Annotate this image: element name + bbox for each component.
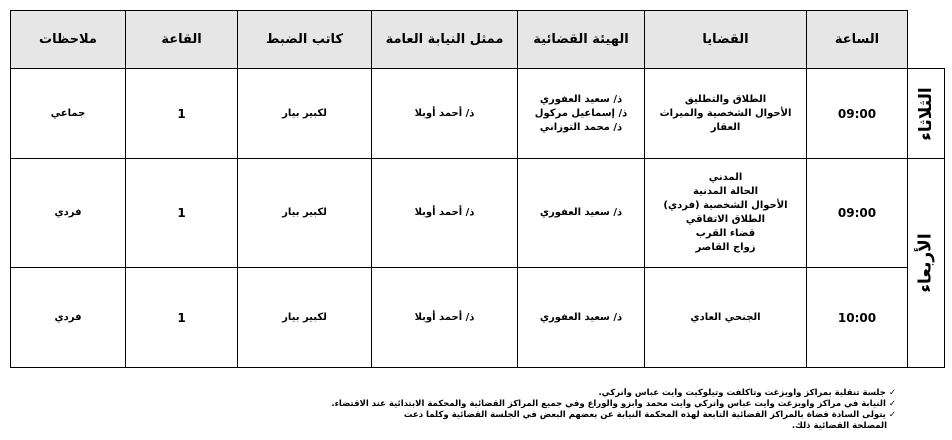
grid-line [371, 10, 372, 368]
check-icon: ✓ [888, 399, 896, 409]
row1-panel-judge-2: ذ/ إسماعيل مركول [534, 107, 628, 119]
row2-panel [518, 159, 644, 267]
row2-time-value: 09:00 [837, 206, 877, 220]
header-notes [11, 11, 125, 68]
row1-time [807, 69, 907, 158]
row3-prosecution [372, 268, 517, 367]
row3-time-value: 10:00 [837, 310, 877, 325]
grid-line [944, 68, 945, 368]
header-panel-label: الهيئة القضائية [533, 32, 629, 47]
grid-line [10, 158, 945, 159]
header-prosecution [372, 11, 517, 68]
row3-room-value: 1 [177, 310, 186, 325]
row3-notes-value: فردي [54, 311, 82, 323]
row3-panel-judge-1: ذ/ سعيد العفوري [539, 311, 623, 323]
footnote-3 [8, 410, 896, 421]
row2-case-3: الأحوال الشخصية (فردي) [663, 200, 788, 211]
grid-line [10, 10, 11, 368]
row2-case-5: قضاء القرب [695, 228, 756, 239]
row2-case-1: المدني [708, 172, 743, 183]
row3-clerk [238, 268, 371, 367]
footnotes [8, 388, 896, 432]
row1-time-value: 09:00 [837, 106, 877, 121]
grid-line [10, 10, 908, 11]
row3-cases [645, 268, 806, 367]
row2-time [807, 159, 907, 267]
row1-prosecution [372, 69, 517, 158]
row3-panel [518, 268, 644, 367]
footnote-3-continued [8, 421, 896, 432]
row3-prosecution-value: ذ/ أحمد أوبلا [414, 311, 475, 323]
footnote-3-text: يتولى السادة قضاة بالمراكز القضائية التابعة لهذه المحكمة النيابة عن بعضهم البعض في الجلسة القضائية وكلما دعت [403, 410, 886, 420]
grid-line [806, 10, 807, 368]
grid-line [517, 10, 518, 368]
footnote-2-text: النيابة في مراكز واويزغت وآيت عباس وأنركي وآيت محمد وأبزو والوراع وفي جميع المراكز القضائية والمحكمة الابتدائية عند الاقتضاء. [331, 399, 886, 409]
row1-room-value: 1 [177, 106, 186, 121]
grid-line [125, 10, 126, 368]
row1-panel-judge-3: ذ/ محمد التوزاني [539, 121, 623, 133]
day-wednesday-label: الأربعاء [916, 233, 937, 293]
row1-case-2: الأحوال الشخصية والميراث [659, 107, 792, 119]
footnote-2 [8, 399, 896, 410]
row2-notes [11, 159, 125, 267]
row1-notes [11, 69, 125, 158]
row2-prosecution [372, 159, 517, 267]
row2-room-value: 1 [177, 206, 186, 220]
check-icon: ✓ [888, 388, 896, 398]
row2-case-4: الطلاق الاتفاقي [685, 214, 766, 225]
grid-line [10, 68, 945, 69]
row3-time [807, 268, 907, 367]
row1-prosecution-value: ذ/ أحمد أوبلا [414, 107, 475, 119]
grid-line [644, 10, 645, 368]
row2-prosecution-value: ذ/ أحمد أوبلا [414, 207, 475, 218]
header-panel [518, 11, 644, 68]
row3-notes [11, 268, 125, 367]
header-time [807, 11, 907, 68]
header-prosecution-label: ممثل النيابة العامة [385, 32, 504, 47]
row1-panel-judge-1: ذ/ سعيد العفوري [539, 93, 623, 105]
header-clerk-label: كاتب الضبط [266, 32, 343, 47]
grid-line [10, 267, 908, 268]
footnote-1-text: جلسة تنقلية بمراكز واويزغت وتاكلفت وتيلوكيت وآيت عباس وأنركي. [598, 388, 886, 398]
header-notes-label: ملاحظات [39, 32, 97, 47]
header-clerk [238, 11, 371, 68]
row1-notes-value: جماعي [50, 107, 86, 119]
check-icon: ✓ [888, 410, 896, 420]
grid-line [237, 10, 238, 368]
header-room-label: القاعة [161, 32, 202, 47]
row2-notes-value: فردي [54, 207, 82, 218]
row2-case-2: الحالة المدنية [693, 186, 759, 197]
day-tuesday-label: الثلاثاء [916, 86, 937, 141]
row1-cases [645, 69, 806, 158]
row2-clerk [238, 159, 371, 267]
row2-panel-judge-1: ذ/ سعيد العفوري [539, 207, 623, 218]
row2-case-6: زواج القاصر [695, 242, 756, 253]
row1-panel [518, 69, 644, 158]
row2-cases [645, 159, 806, 267]
row1-case-1: الطلاق والتطليق [684, 93, 767, 105]
header-cases [645, 11, 806, 68]
row1-clerk [238, 69, 371, 158]
header-cases-label: القضايا [702, 32, 749, 47]
row3-case-1: الجنحي العادي [690, 311, 761, 323]
header-time-label: الساعة [834, 32, 880, 47]
day-tuesday [908, 69, 944, 158]
row1-clerk-value: لكبير بيار [282, 107, 327, 119]
grid-line [10, 367, 945, 368]
grid-line [907, 10, 908, 368]
row3-clerk-value: لكبير بيار [282, 311, 327, 323]
row1-room [126, 69, 237, 158]
header-room [126, 11, 237, 68]
day-wednesday [908, 159, 944, 367]
row3-room [126, 268, 237, 367]
row2-clerk-value: لكبير بيار [282, 207, 327, 218]
footnote-4-text: المصلحة القضائية ذلك. [791, 421, 887, 431]
footnote-1 [8, 388, 896, 399]
row1-case-3: العقار [710, 121, 741, 133]
row2-room [126, 159, 237, 267]
